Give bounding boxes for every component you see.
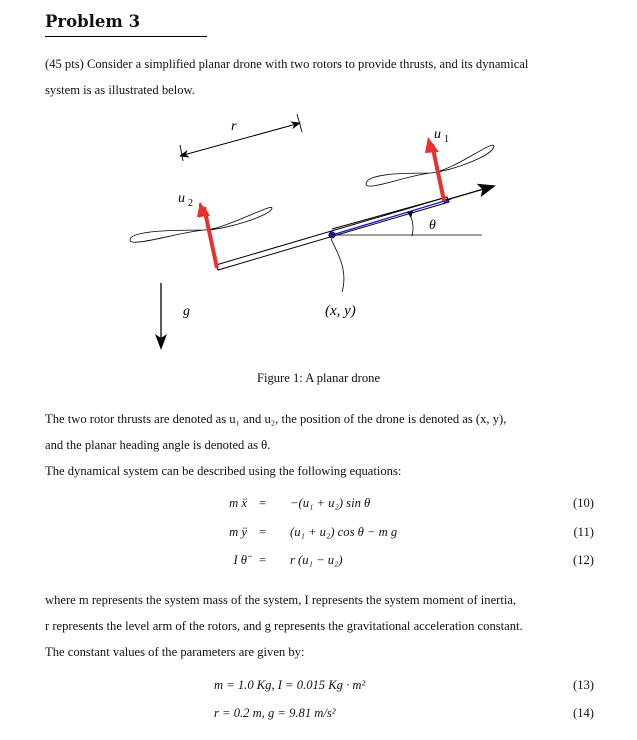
label-position: (x, y) [325,303,356,319]
equation-12-equals: = [259,553,267,567]
equation-14 [0,706,637,728]
equation-12 [0,553,637,575]
problem-title: Problem 3 [45,12,141,31]
explanation-line-2: r represents the level arm of the rotors, and g represents the gravitational acceleration constant. [45,619,523,633]
r-tick-left [180,145,183,161]
description-paragraph [45,406,595,484]
intro-line-1-text: Consider a simplified planar drone with two rotors to provide thrusts, and its dynamical [86,57,529,71]
equation-14-number: (14) [573,706,594,720]
explanation-line-1: where m represents the system mass of the system, I represents the system moment of inertia, [45,593,517,607]
label-u2: u [178,191,185,206]
equation-12-rhs: r (u₁ − u₂) [290,553,343,567]
equation-10-rhs: −(u₁ + u₂) sin θ [290,496,371,510]
r-arrow-left [180,123,300,156]
equation-10-number: (10) [573,496,594,510]
description-line-2: and the planar heading angle is denoted as θ. [45,438,271,452]
equation-13-body: m = 1.0 Kg, I = 0.015 Kg · m² [214,678,366,692]
description-line-3: The dynamical system can be described using the following equations: [45,464,402,478]
equation-11-number: (11) [573,525,594,539]
theta-arc [410,214,413,236]
label-theta: θ [429,218,436,233]
label-u2-sub: 2 [188,198,193,209]
equation-14-body: r = 0.2 m, g = 9.81 m/s² [214,706,336,720]
equation-11-equals: = [259,525,267,539]
figure-caption: Figure 1: A planar drone [256,371,381,385]
equation-13-number: (13) [573,678,594,692]
equation-11 [0,525,637,547]
intro-paragraph [45,51,595,103]
title-rule [45,36,207,37]
equation-12-number: (12) [573,553,594,567]
equation-13 [0,678,637,700]
equation-11-lhs: m ÿ [229,525,247,539]
label-u1: u [434,127,441,142]
equation-10 [0,496,637,518]
explanation-line-3: The constant values of the parameters are given by: [45,645,305,659]
equation-12-lhs: I θ̈ [233,553,247,567]
position-leader-line [331,239,344,292]
intro-line-2: system is as illustrated below. [45,83,195,97]
explanation-paragraph [45,587,595,665]
equation-10-equals: = [259,496,267,510]
r-tick-right [297,114,302,132]
label-u1-sub: 1 [444,134,449,145]
center-of-mass-dot [328,231,335,238]
intro-line-1 [45,51,595,77]
drone-figure [0,110,637,355]
description-line-1: The two rotor thrusts are denoted as u₁ and u₂, the position of the drone is denoted as (x, y), [45,412,507,426]
equation-11-rhs: (u₁ + u₂) cos θ − m g [290,525,398,539]
equation-10-lhs: m ẍ [229,496,247,510]
thrust-u2-tip [197,202,210,217]
label-r: r [231,119,237,134]
heading-arrow [446,186,494,200]
points-label: (45 pts) [45,57,84,71]
label-g: g [183,304,190,319]
